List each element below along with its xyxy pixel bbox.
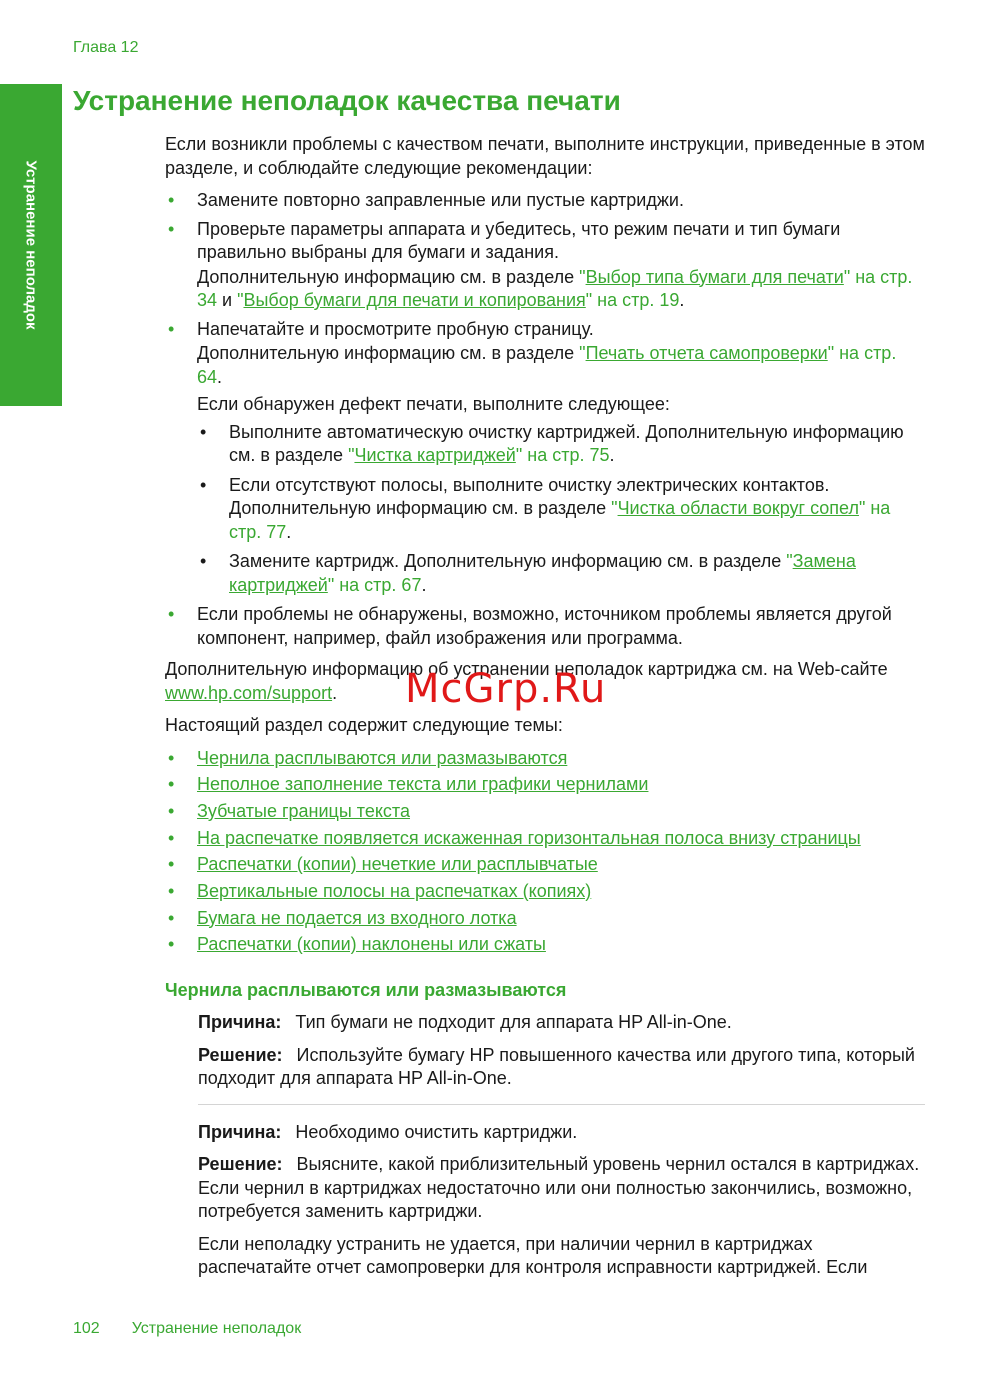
list-item: [165, 747, 925, 771]
link-self-test[interactable]: Печать отчета самопроверки: [585, 343, 828, 363]
cause-1: Причина: Тип бумаги не подходит для аппарата HP All-in-One.: [198, 1012, 732, 1033]
list-item: [165, 800, 925, 824]
list-item: [165, 933, 925, 957]
side-tab-label: Устранение неполадок: [22, 160, 40, 330]
bullet-text: • Проверьте параметры аппарата и убедитесь, что режим печати и тип бумаги правильно выбраны для бумаги и задания.: [197, 218, 841, 262]
list-item: [165, 880, 925, 904]
topics-intro: Настоящий раздел содержит следующие темы:: [165, 715, 563, 735]
list-item: • Если проблемы не обнаружены, возможно, источником проблемы является другой компонент, например, файл изображения или программа.: [165, 603, 925, 650]
intro-paragraph: Если возникли проблемы с качеством печати, выполните инструкции, приведенные в этом разделе, и соблюдайте следующие рекомендации:: [165, 134, 925, 178]
topic-link[interactable]: На распечатке появляется искаженная горизонтальная полоса внизу страницы: [197, 827, 861, 848]
link-clean-cartridges[interactable]: Чистка картриджей: [354, 445, 516, 465]
topic-link[interactable]: Распечатки (копии) нечеткие или расплывчатые: [197, 854, 598, 875]
bullet-text: • Напечатайте и просмотрите пробную страницу.: [197, 318, 594, 339]
web-info: Дополнительную информацию об устранении неполадок картриджа см. на Web-сайте www.hp.com/support.: [165, 659, 888, 703]
page-number: 102: [73, 1320, 100, 1337]
continued-text: Если неполадку устранить не удается, при наличии чернил в картриджах распечатайте отчет самопроверки для контроля исправности картриджей. Если: [198, 1233, 868, 1278]
link-clean-nozzles[interactable]: Чистка области вокруг сопел: [617, 498, 859, 518]
recommendations-list: [165, 189, 925, 650]
solution-2: Решение: Выясните, какой приблизительный уровень чернил остался в картриджах. Если чернил в картриджах недостаточно или они полностью закончились, возможно, потребуется заменить картриджи.: [198, 1154, 920, 1222]
more-info: Дополнительную информацию см. в разделе "Печать отчета самопроверки" на стр. 64.: [197, 343, 897, 387]
section-heading: Чернила расплываются или размазываются: [165, 979, 567, 1000]
topic-link[interactable]: Вертикальные полосы на распечатках (копиях): [197, 880, 592, 901]
chapter-label: Глава 12: [73, 39, 139, 56]
cause-2: Причина: Необходимо очистить картриджи.: [198, 1121, 578, 1142]
list-item: • Если отсутствуют полосы, выполните очистку электрических контактов. Дополнительную информацию см. в разделе "Чистка области вокруг сопел" на стр. 77.: [197, 474, 925, 545]
list-item: • Замените картридж. Дополнительную информацию см. в разделе "Замена картриджей" на стр. 67.: [197, 550, 925, 597]
topic-link[interactable]: Неполное заполнение текста или графики чернилами: [197, 774, 649, 795]
list-item: • Выполните автоматическую очистку картриджей. Дополнительную информацию см. в разделе "Чистка картриджей" на стр. 75.: [197, 421, 925, 468]
link-hp-support[interactable]: www.hp.com/support: [165, 682, 333, 703]
list-item: [165, 907, 925, 931]
list-item: [165, 773, 925, 797]
link-paper-type[interactable]: Выбор типа бумаги для печати: [585, 266, 844, 287]
topic-link[interactable]: Зубчатые границы текста: [197, 800, 410, 821]
list-item: [165, 853, 925, 877]
list-item: [165, 318, 925, 598]
link-replace-cartridges[interactable]: Замена картриджей: [229, 551, 856, 595]
divider: [198, 1104, 925, 1105]
link-paper-choice[interactable]: Выбор бумаги для печати и копирования: [243, 290, 586, 310]
watermark: McGrp.Ru: [405, 666, 607, 712]
solution-1: Решение: Используйте бумагу HP повышенного качества или другого типа, который подходит для аппарата HP All-in-One.: [198, 1044, 915, 1089]
more-info: Дополнительную информацию см. в разделе "Выбор типа бумаги для печати" на стр. 34 и "Выбор бумаги для печати и копирования" на стр. 19.: [197, 266, 913, 310]
list-item: [165, 827, 925, 851]
topic-link[interactable]: Бумага не подается из входного лотка: [197, 907, 517, 928]
side-tab: [0, 84, 62, 406]
topic-link[interactable]: Распечатки (копии) наклонены или сжаты: [197, 934, 546, 955]
list-item: [165, 218, 925, 313]
defect-text: Если обнаружен дефект печати, выполните следующее:: [197, 394, 670, 414]
page-footer: [73, 1320, 301, 1338]
topics-list: [165, 747, 925, 957]
defect-steps: [197, 421, 925, 598]
footer-section: Устранение неполадок: [131, 1320, 302, 1337]
topic-link[interactable]: Чернила расплываются или размазываются: [197, 747, 568, 768]
page-title: Устранение неполадок качества печати: [73, 85, 621, 116]
list-item: • Замените повторно заправленные или пустые картриджи.: [165, 189, 925, 213]
